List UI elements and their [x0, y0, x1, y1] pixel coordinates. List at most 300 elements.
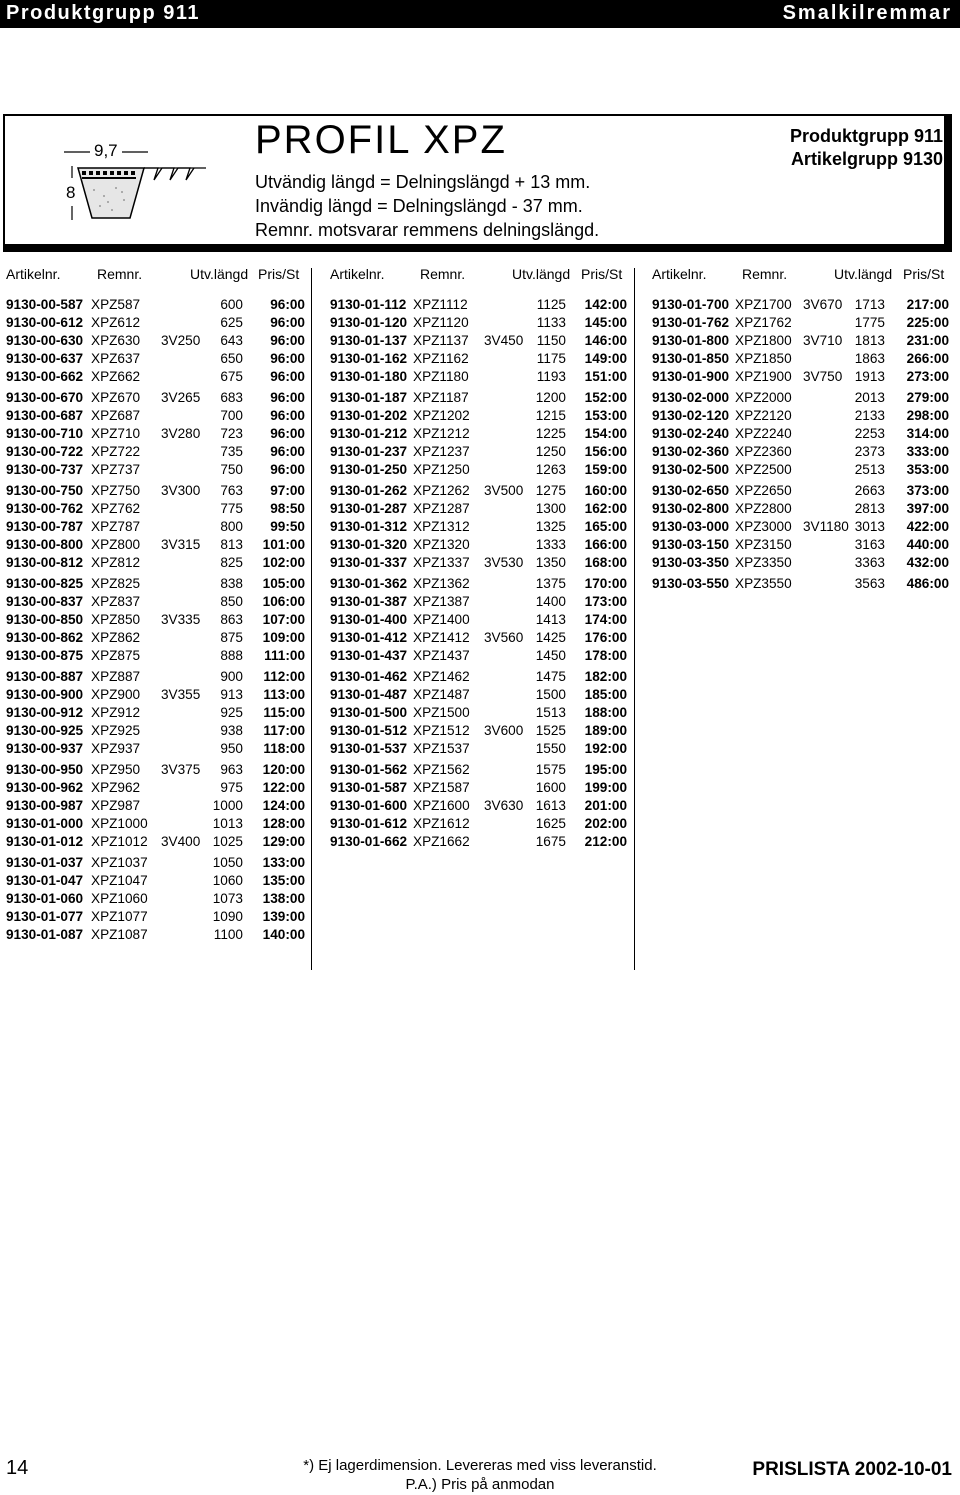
cell-utv-langd: 1193: [536, 368, 566, 384]
cell-remnr: XPZ1400: [413, 611, 470, 627]
cell-pris-st: 160:00: [584, 483, 627, 498]
cell-remnr: XPZ1612: [413, 815, 470, 831]
cell-artikelnr: 9130-00-950: [6, 762, 84, 777]
cell-v3-equivalent: 3V335: [161, 611, 201, 627]
cell-remnr: XPZ937: [91, 740, 141, 756]
cell-artikelnr: 9130-00-837: [6, 593, 84, 609]
cell-utv-langd: 1375: [535, 576, 566, 591]
cell-pris-st: 99:50: [270, 518, 305, 534]
cell-remnr: XPZ1180: [413, 368, 469, 384]
cell-remnr: XPZ722: [91, 443, 141, 459]
cell-utv-langd: 863: [220, 611, 243, 627]
cell-artikelnr: 9130-01-362: [330, 576, 408, 591]
cell-artikelnr: 9130-01-487: [330, 686, 408, 702]
cell-artikelnr: 9130-02-240: [652, 425, 730, 441]
cell-pris-st: 142:00: [584, 297, 627, 312]
cell-v3-equivalent: 3V1180: [803, 518, 849, 534]
cell-utv-langd: 723: [220, 425, 243, 441]
cell-artikelnr: 9130-00-887: [6, 669, 84, 684]
col-header-utvlangd: Utv.längd: [190, 266, 249, 282]
desc-line-inner: Invändig längd = Delningslängd - 37 mm.: [255, 196, 583, 216]
cell-v3-equivalent: 3V265: [161, 390, 201, 405]
cell-utv-langd: 1775: [854, 314, 885, 330]
cell-artikelnr: 9130-00-587: [6, 297, 84, 312]
cell-v3-equivalent: 3V280: [161, 425, 201, 441]
cell-artikelnr: 9130-01-162: [330, 350, 408, 366]
cell-remnr: XPZ3550: [735, 576, 792, 591]
cell-v3-equivalent: 3V750: [803, 368, 843, 384]
cell-remnr: XPZ2240: [735, 425, 792, 441]
cell-pris-st: 170:00: [584, 576, 627, 591]
cell-artikelnr: 9130-02-650: [652, 483, 730, 498]
cell-remnr: XPZ1087: [91, 926, 148, 942]
cell-utv-langd: 3163: [854, 536, 885, 552]
cell-pris-st: 174:00: [584, 611, 627, 627]
cell-pris-st: 279:00: [906, 390, 949, 405]
col-header-pris: Pris/St: [903, 266, 945, 282]
cell-v3-equivalent: 3V400: [161, 833, 201, 849]
cell-remnr: XPZ1587: [413, 779, 470, 795]
cell-pris-st: 314:00: [906, 425, 949, 441]
cell-artikelnr: 9130-01-800: [652, 332, 730, 348]
cell-artikelnr: 9130-00-800: [6, 536, 84, 552]
cell-remnr: XPZ950: [91, 762, 141, 777]
cell-pris-st: 129:00: [262, 833, 305, 849]
cell-utv-langd: 1913: [854, 368, 885, 384]
cell-remnr: XPZ1047: [91, 872, 148, 888]
cell-pris-st: 422:00: [906, 518, 949, 534]
cell-remnr: XPZ2360: [735, 443, 792, 459]
cell-pris-st: 231:00: [906, 332, 949, 348]
cell-artikelnr: 9130-01-180: [330, 368, 408, 384]
cell-utv-langd: 1225: [535, 425, 566, 441]
cell-remnr: XPZ687: [91, 407, 141, 423]
cell-v3-equivalent: 3V315: [161, 536, 201, 552]
cell-artikelnr: 9130-01-700: [652, 297, 730, 312]
height-label: 8: [66, 183, 76, 202]
cell-utv-langd: 683: [220, 390, 243, 405]
cell-artikelnr: 9130-01-612: [330, 815, 408, 831]
cell-pris-st: 96:00: [270, 390, 305, 405]
cell-utv-langd: 1200: [535, 390, 566, 405]
cell-pris-st: 397:00: [906, 500, 949, 516]
cell-pris-st: 135:00: [262, 872, 305, 888]
cell-artikelnr: 9130-00-875: [6, 647, 84, 663]
cell-remnr: XPZ2120: [735, 407, 792, 423]
cell-utv-langd: 875: [220, 629, 243, 645]
cell-remnr: XPZ1187: [413, 390, 469, 405]
cell-remnr: XPZ3150: [735, 536, 792, 552]
cell-utv-langd: 1300: [535, 500, 566, 516]
cell-remnr: XPZ812: [91, 554, 141, 570]
cell-artikelnr: 9130-01-320: [330, 536, 408, 552]
cell-remnr: XPZ850: [91, 611, 141, 627]
cell-utv-langd: 775: [220, 500, 243, 516]
cell-utv-langd: 975: [220, 779, 243, 795]
cell-remnr: XPZ1262: [413, 483, 470, 498]
cell-utv-langd: 1425: [535, 629, 566, 645]
cell-artikelnr: 9130-03-550: [652, 576, 730, 591]
cell-pris-st: 101:00: [262, 536, 305, 552]
cell-pris-st: 96:00: [270, 425, 305, 441]
cell-v3-equivalent: 3V630: [484, 797, 524, 813]
cell-pris-st: 96:00: [270, 332, 305, 348]
cell-remnr: XPZ1850: [735, 350, 792, 366]
col-header-artikelnr: Artikelnr.: [652, 266, 707, 282]
cell-remnr: XPZ925: [91, 722, 141, 738]
cell-artikelnr: 9130-03-150: [652, 536, 730, 552]
cell-remnr: XPZ900: [91, 686, 141, 702]
header-product-group: Produktgrupp 911: [6, 2, 201, 24]
page-number: 14: [6, 1457, 29, 1479]
cell-artikelnr: 9130-00-900: [6, 686, 84, 702]
cell-utv-langd: 2813: [854, 500, 885, 516]
cell-artikelnr: 9130-00-850: [6, 611, 84, 627]
cell-pris-st: 166:00: [584, 536, 627, 552]
cell-pris-st: 185:00: [584, 686, 627, 702]
cell-utv-langd: 2663: [854, 483, 885, 498]
col-header-remnr: Remnr.: [420, 266, 466, 282]
cell-utv-langd: 763: [220, 483, 243, 498]
cell-pris-st: 96:00: [270, 368, 305, 384]
header-category: Smalkilremmar: [782, 2, 952, 24]
cell-artikelnr: 9130-00-962: [6, 779, 84, 795]
cell-pris-st: 440:00: [906, 536, 949, 552]
cell-utv-langd: 643: [220, 332, 243, 348]
cell-pris-st: 153:00: [584, 407, 627, 423]
cell-remnr: XPZ1162: [413, 350, 469, 366]
cell-remnr: XPZ1250: [413, 461, 470, 477]
cell-artikelnr: 9130-01-047: [6, 872, 84, 888]
cell-remnr: XPZ1112: [413, 297, 468, 312]
cell-artikelnr: 9130-01-587: [330, 779, 408, 795]
cell-remnr: XPZ875: [91, 647, 141, 663]
cell-utv-langd: 1013: [212, 815, 243, 831]
cell-utv-langd: 1450: [535, 647, 566, 663]
cell-pris-st: 159:00: [584, 461, 627, 477]
cell-remnr: XPZ962: [91, 779, 141, 795]
cell-v3-equivalent: 3V355: [161, 686, 201, 702]
cell-remnr: XPZ1320: [413, 536, 470, 552]
col-header-pris: Pris/St: [258, 266, 300, 282]
cell-artikelnr: 9130-01-012: [6, 833, 84, 849]
cell-artikelnr: 9130-01-900: [652, 368, 730, 384]
cell-artikelnr: 9130-01-037: [6, 855, 84, 870]
cell-artikelnr: 9130-03-000: [652, 518, 730, 534]
cell-pris-st: 105:00: [262, 576, 305, 591]
cell-artikelnr: 9130-01-187: [330, 390, 408, 405]
cell-utv-langd: 700: [220, 407, 243, 423]
cell-utv-langd: 1000: [212, 797, 243, 813]
cell-utv-langd: 1625: [535, 815, 566, 831]
cell-utv-langd: 1100: [213, 926, 243, 942]
cell-pris-st: 202:00: [584, 815, 627, 831]
column-divider: [634, 268, 635, 970]
cell-pris-st: 109:00: [262, 629, 305, 645]
cell-utv-langd: 1813: [854, 332, 885, 348]
cell-artikelnr: 9130-00-862: [6, 629, 84, 645]
cell-artikelnr: 9130-01-412: [330, 629, 408, 645]
cell-v3-equivalent: 3V375: [161, 762, 201, 777]
cell-artikelnr: 9130-01-287: [330, 500, 408, 516]
cell-remnr: XPZ1537: [413, 740, 470, 756]
cell-pris-st: 96:00: [270, 461, 305, 477]
cell-pris-st: 353:00: [906, 461, 949, 477]
cell-remnr: XPZ587: [91, 297, 141, 312]
cell-v3-equivalent: 3V530: [484, 554, 524, 570]
cell-v3-equivalent: 3V670: [803, 297, 843, 312]
cell-remnr: XPZ3350: [735, 554, 792, 570]
cell-artikelnr: 9130-00-737: [6, 461, 84, 477]
cell-utv-langd: 888: [220, 647, 243, 663]
cell-utv-langd: 1175: [536, 350, 566, 366]
cell-artikelnr: 9130-01-212: [330, 425, 408, 441]
col-header-pris: Pris/St: [581, 266, 623, 282]
cell-utv-langd: 1060: [212, 872, 243, 888]
cell-remnr: XPZ662: [91, 368, 141, 384]
cell-remnr: XPZ800: [91, 536, 141, 552]
cell-pris-st: 151:00: [584, 368, 627, 384]
cell-utv-langd: 913: [220, 686, 243, 702]
cell-pris-st: 102:00: [262, 554, 305, 570]
cell-remnr: XPZ1462: [413, 669, 470, 684]
top-header-bar: [0, 0, 960, 28]
cell-artikelnr: 9130-01-662: [330, 833, 408, 849]
cell-remnr: XPZ862: [91, 629, 141, 645]
cell-utv-langd: 3013: [854, 518, 885, 534]
cell-artikelnr: 9130-01-462: [330, 669, 408, 684]
cell-remnr: XPZ737: [91, 461, 141, 477]
cell-artikelnr: 9130-00-750: [6, 483, 84, 498]
cell-utv-langd: 1550: [535, 740, 566, 756]
cell-utv-langd: 963: [220, 762, 243, 777]
cell-v3-equivalent: 3V250: [161, 332, 201, 348]
cell-pris-st: 115:00: [263, 704, 305, 720]
cell-pris-st: 165:00: [584, 518, 627, 534]
cell-artikelnr: 9130-02-000: [652, 390, 730, 405]
cell-remnr: XPZ2650: [735, 483, 792, 498]
cell-remnr: XPZ1500: [413, 704, 470, 720]
cell-utv-langd: 1600: [535, 779, 566, 795]
cell-utv-langd: 3363: [854, 554, 885, 570]
cell-utv-langd: 1333: [535, 536, 566, 552]
col-header-utvlangd: Utv.längd: [512, 266, 571, 282]
cell-remnr: XPZ1202: [413, 407, 470, 423]
cell-remnr: XPZ750: [91, 483, 141, 498]
cell-artikelnr: 9130-01-387: [330, 593, 408, 609]
cell-remnr: XPZ1900: [735, 368, 792, 384]
cell-remnr: XPZ1077: [91, 908, 148, 924]
cell-remnr: XPZ3000: [735, 518, 792, 534]
cell-utv-langd: 1613: [535, 797, 566, 813]
cell-artikelnr: 9130-02-120: [652, 407, 730, 423]
cell-pris-st: 192:00: [584, 740, 627, 756]
cell-artikelnr: 9130-00-670: [6, 390, 84, 405]
cell-remnr: XPZ1287: [413, 500, 470, 516]
cell-artikelnr: 9130-00-812: [6, 554, 84, 570]
cell-pris-st: 96:00: [270, 443, 305, 459]
cell-utv-langd: 3563: [854, 576, 885, 591]
cell-v3-equivalent: 3V600: [484, 722, 524, 738]
cell-utv-langd: 2133: [854, 407, 885, 423]
cell-remnr: XPZ1312: [413, 518, 470, 534]
cell-pris-st: 373:00: [906, 483, 949, 498]
cell-v3-equivalent: 3V560: [484, 629, 524, 645]
cell-artikelnr: 9130-02-800: [652, 500, 730, 516]
cell-utv-langd: 1025: [212, 833, 243, 849]
cell-pris-st: 98:50: [270, 500, 305, 516]
cell-utv-langd: 825: [220, 554, 243, 570]
cell-artikelnr: 9130-00-987: [6, 797, 84, 813]
cell-remnr: XPZ1562: [413, 762, 470, 777]
cell-pris-st: 273:00: [906, 368, 949, 384]
cell-pris-st: 188:00: [584, 704, 627, 720]
cell-pris-st: 106:00: [262, 593, 305, 609]
cell-pris-st: 182:00: [584, 669, 627, 684]
cell-artikelnr: 9130-01-537: [330, 740, 408, 756]
cell-remnr: XPZ1337: [413, 554, 470, 570]
cell-pris-st: 96:00: [270, 297, 305, 312]
cell-artikelnr: 9130-00-912: [6, 704, 84, 720]
cell-artikelnr: 9130-01-512: [330, 722, 408, 738]
cell-utv-langd: 813: [220, 536, 243, 552]
cell-utv-langd: 1500: [535, 686, 566, 702]
cell-pris-st: 152:00: [584, 390, 627, 405]
cell-utv-langd: 1325: [535, 518, 566, 534]
cell-artikelnr: 9130-00-722: [6, 443, 84, 459]
cell-utv-langd: 1133: [536, 314, 566, 330]
cell-remnr: XPZ1212: [413, 425, 470, 441]
cell-artikelnr: 9130-01-137: [330, 332, 408, 348]
cell-remnr: XPZ912: [91, 704, 141, 720]
cell-pris-st: 133:00: [262, 855, 305, 870]
cell-utv-langd: 1413: [535, 611, 566, 627]
cell-utv-langd: 925: [220, 704, 243, 720]
cell-remnr: XPZ825: [91, 576, 141, 591]
cell-pris-st: 217:00: [906, 297, 949, 312]
cell-pris-st: 333:00: [906, 443, 949, 459]
cell-artikelnr: 9130-01-077: [6, 908, 84, 924]
article-group-label: Artikelgrupp 9130: [790, 149, 943, 169]
cell-pris-st: 118:00: [263, 740, 305, 756]
cell-utv-langd: 800: [220, 518, 243, 534]
cell-utv-langd: 2013: [854, 390, 885, 405]
col-header-artikelnr: Artikelnr.: [6, 266, 61, 282]
cell-pris-st: 96:00: [270, 407, 305, 423]
column-divider: [311, 268, 312, 970]
cell-remnr: XPZ1762: [735, 314, 792, 330]
cell-artikelnr: 9130-02-500: [652, 461, 730, 477]
cell-utv-langd: 1073: [212, 890, 243, 906]
cell-pris-st: 112:00: [263, 669, 305, 684]
cell-utv-langd: 2253: [854, 425, 885, 441]
cell-remnr: XPZ1662: [413, 833, 470, 849]
cell-pris-st: 168:00: [584, 554, 627, 570]
cell-remnr: XPZ630: [91, 332, 141, 348]
cell-pris-st: 111:00: [264, 647, 305, 663]
cell-pris-st: 486:00: [906, 576, 949, 591]
cell-artikelnr: 9130-00-762: [6, 500, 84, 516]
cell-utv-langd: 675: [220, 368, 243, 384]
col-header-artikelnr: Artikelnr.: [330, 266, 385, 282]
cell-remnr: XPZ710: [91, 425, 141, 441]
cell-pris-st: 195:00: [584, 762, 627, 777]
cell-remnr: XPZ2500: [735, 461, 792, 477]
footnote-lagerdimension: *) Ej lagerdimension. Levereras med viss leveranstid.: [303, 1457, 657, 1474]
cell-artikelnr: 9130-00-937: [6, 740, 84, 756]
cell-artikelnr: 9130-01-120: [330, 314, 408, 330]
cell-utv-langd: 1475: [535, 669, 566, 684]
cell-utv-langd: 600: [220, 297, 243, 312]
cell-artikelnr: 9130-01-312: [330, 518, 408, 534]
cell-artikelnr: 9130-01-087: [6, 926, 84, 942]
cell-pris-st: 145:00: [584, 314, 627, 330]
cell-utv-langd: 1675: [535, 833, 566, 849]
cell-artikelnr: 9130-01-250: [330, 461, 408, 477]
cell-remnr: XPZ1512: [413, 722, 470, 738]
cell-pris-st: 199:00: [584, 779, 627, 795]
cell-artikelnr: 9130-01-112: [330, 297, 407, 312]
price-list-date: PRISLISTA 2002-10-01: [752, 1459, 952, 1480]
cell-artikelnr: 9130-01-400: [330, 611, 408, 627]
cell-artikelnr: 9130-02-360: [652, 443, 730, 459]
cell-pris-st: 298:00: [906, 407, 949, 423]
cell-remnr: XPZ670: [91, 390, 141, 405]
cell-utv-langd: 1513: [535, 704, 566, 720]
cell-utv-langd: 1050: [212, 855, 243, 870]
cell-pris-st: 173:00: [584, 593, 627, 609]
cell-pris-st: 212:00: [584, 833, 627, 849]
cell-artikelnr: 9130-00-925: [6, 722, 84, 738]
cell-remnr: XPZ1237: [413, 443, 470, 459]
belt-profile-diagram: [64, 140, 210, 225]
cell-artikelnr: 9130-01-262: [330, 483, 408, 498]
cell-utv-langd: 1863: [854, 350, 885, 366]
cell-remnr: XPZ637: [91, 350, 141, 366]
cell-artikelnr: 9130-01-060: [6, 890, 84, 906]
cell-remnr: XPZ1387: [413, 593, 470, 609]
cell-remnr: XPZ2000: [735, 390, 792, 405]
cell-pris-st: 162:00: [584, 500, 627, 516]
cell-artikelnr: 9130-00-825: [6, 576, 84, 591]
cell-remnr: XPZ1362: [413, 576, 470, 591]
cell-utv-langd: 1575: [535, 762, 566, 777]
cell-pris-st: 140:00: [262, 926, 305, 942]
cell-artikelnr: 9130-01-562: [330, 762, 408, 777]
cell-remnr: XPZ1800: [735, 332, 792, 348]
cell-pris-st: 117:00: [263, 722, 305, 738]
cell-remnr: XPZ1487: [413, 686, 470, 702]
col-header-remnr: Remnr.: [742, 266, 788, 282]
cell-utv-langd: 1215: [535, 407, 566, 423]
cell-remnr: XPZ837: [91, 593, 141, 609]
cell-pris-st: 146:00: [584, 332, 627, 348]
width-label: 9,7: [94, 141, 118, 160]
cell-utv-langd: 1275: [535, 483, 566, 498]
product-group-label: Produktgrupp 911: [789, 126, 943, 146]
cell-remnr: XPZ2800: [735, 500, 792, 516]
col-header-utvlangd: Utv.längd: [834, 266, 893, 282]
cell-utv-langd: 1250: [535, 443, 566, 459]
cell-pris-st: 139:00: [262, 908, 305, 924]
cell-v3-equivalent: 3V300: [161, 483, 201, 498]
cell-pris-st: 154:00: [584, 425, 627, 441]
cell-artikelnr: 9130-01-202: [330, 407, 408, 423]
cell-utv-langd: 1090: [212, 908, 243, 924]
cell-v3-equivalent: 3V500: [484, 483, 524, 498]
cell-remnr: XPZ1137: [413, 332, 469, 348]
cell-pris-st: 189:00: [584, 722, 627, 738]
